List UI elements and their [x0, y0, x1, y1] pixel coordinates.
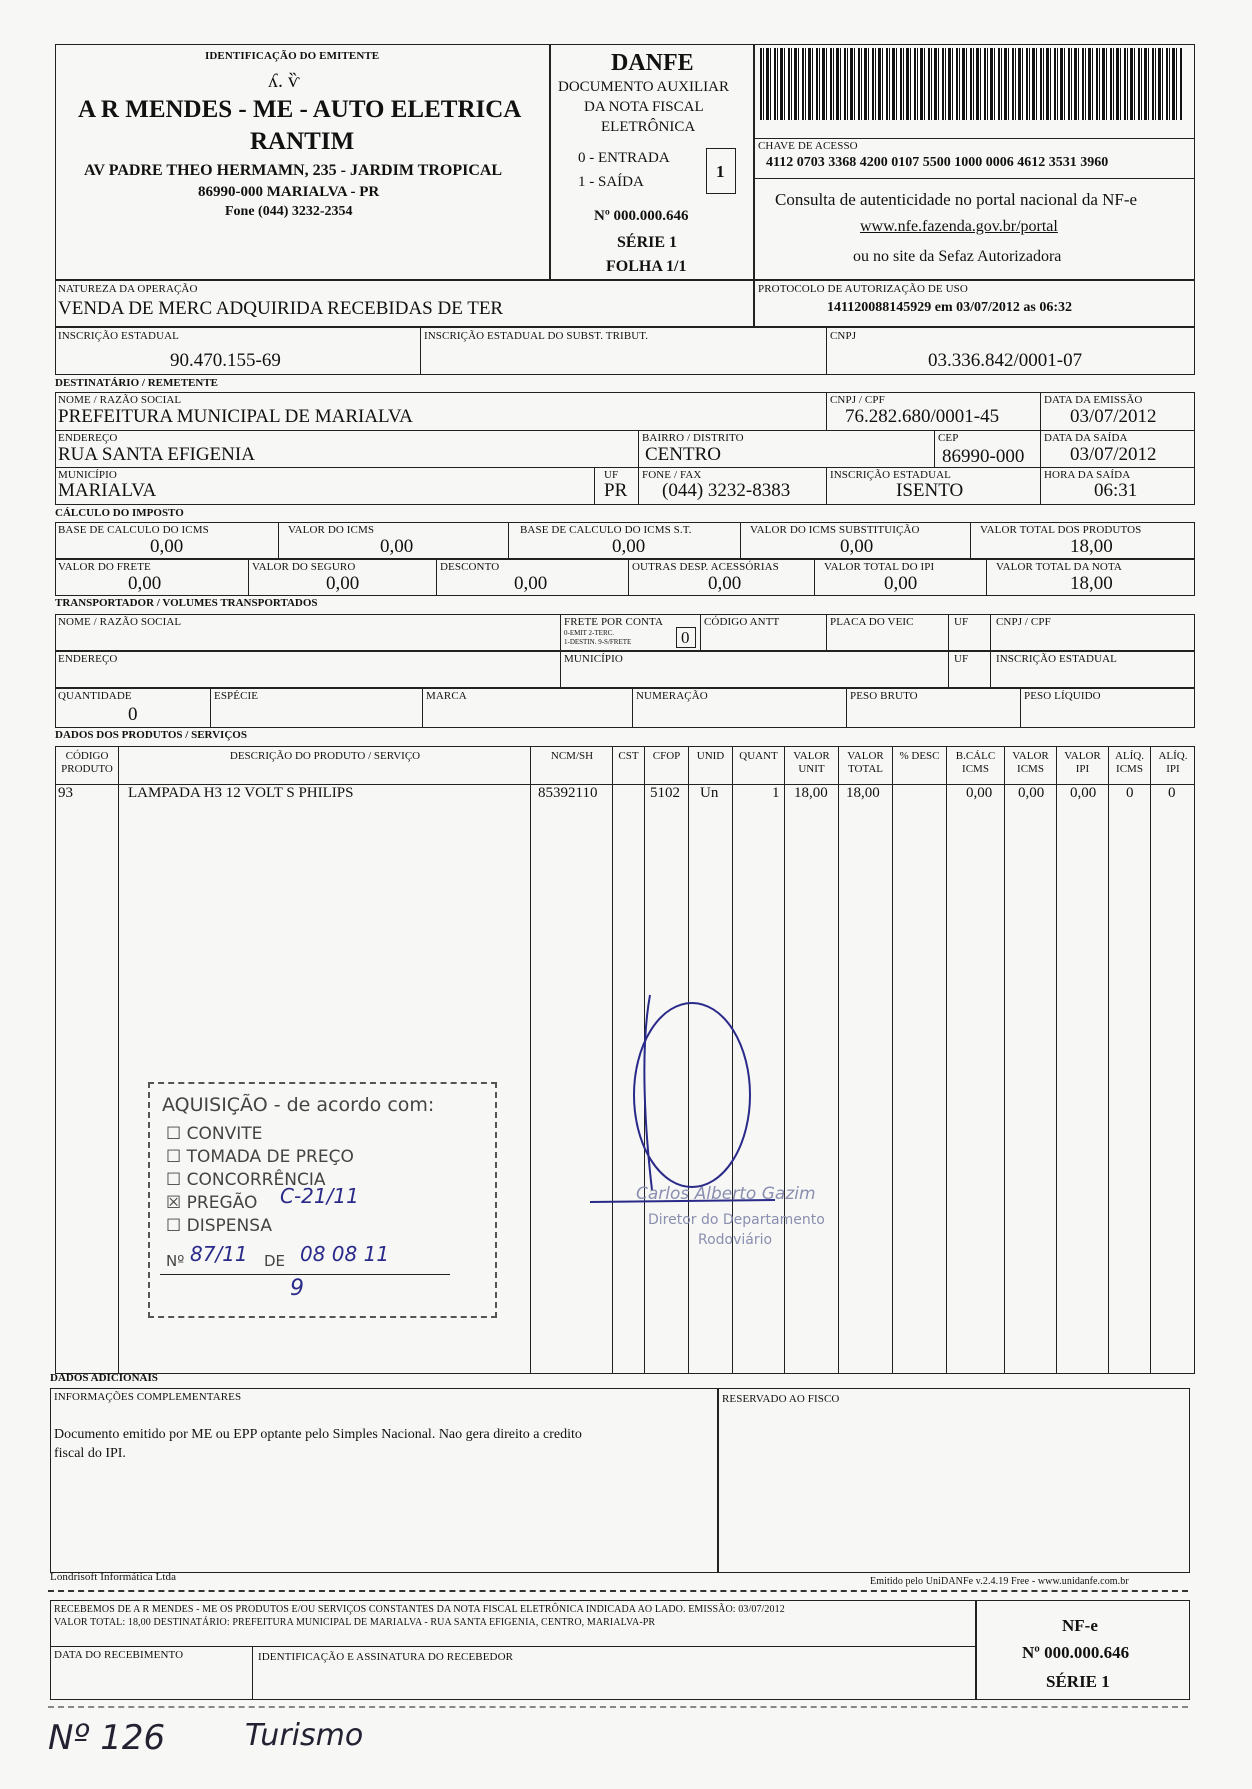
emitido-label: Emitido pelo UniDANFe v.2.4.19 Free - www.unidanfe.com.br: [870, 1576, 1129, 1587]
info-text-1: Documento emitido por ME ou EPP optante pelo Simples Nacional. Nao gera direito a credito: [54, 1427, 582, 1442]
fisco-label: RESERVADO AO FISCO: [722, 1393, 840, 1405]
th-unid: UNID: [696, 750, 725, 762]
base-st: 0,00: [612, 536, 646, 557]
danfe-title: DANFE: [611, 50, 694, 76]
danfe-sub3: ELETRÔNICA: [601, 119, 696, 135]
transp-uf-label: UF: [954, 616, 969, 628]
cnpj-label: CNPJ: [830, 330, 857, 342]
row-aliq-ipi: 0: [1168, 785, 1176, 801]
transp-marca-label: MARCA: [426, 690, 467, 702]
th-descricao: DESCRIÇÃO DO PRODUTO / SERVIÇO: [229, 750, 421, 762]
dest-ie: ISENTO: [896, 480, 964, 501]
protocolo-label: PROTOCOLO DE AUTORIZAÇÃO DE USO: [758, 283, 968, 295]
hand-footer-left: Nº 126: [48, 1718, 166, 1758]
th-codigo: CÓDIGO PRODUTO: [61, 750, 113, 775]
icms-sub-label: VALOR DO ICMS SUBSTITUIÇÃO: [750, 524, 920, 536]
total-prod-label: VALOR TOTAL DOS PRODUTOS: [980, 524, 1142, 536]
seguro: 0,00: [326, 573, 360, 594]
dest-bairro: CENTRO: [645, 444, 721, 465]
imposto-section: CÁLCULO DO IMPOSTO: [55, 507, 184, 519]
dest-endereco: RUA SANTA EFIGENIA: [58, 444, 255, 465]
th-cfop: CFOP: [652, 750, 681, 762]
row-vipi: 0,00: [1070, 785, 1097, 801]
cut-line-2: [48, 1706, 1188, 1708]
row-codigo: 93: [58, 785, 73, 801]
chave-value: 4112 0703 3368 4200 0107 5500 1000 0006 4612 3531 3960: [766, 155, 1109, 170]
cnpj-value: 03.336.842/0001-07: [928, 350, 1083, 371]
th-ncm: NCM/SH: [550, 750, 594, 762]
transp-uf2-label: UF: [954, 653, 969, 665]
ie-label: INSCRIÇÃO ESTADUAL: [58, 330, 180, 342]
danfe-folha: FOLHA 1/1: [606, 258, 687, 275]
emitente-label: IDENTIFICAÇÃO DO EMITENTE: [205, 50, 380, 62]
transp-numeracao-label: NUMERAÇÃO: [636, 690, 708, 702]
ipi: 0,00: [884, 573, 918, 594]
natureza-value: VENDA DE MERC ADQUIRIDA RECEBIDAS DE TER: [58, 298, 504, 319]
row-unid: Un: [700, 785, 719, 801]
chave-label: CHAVE DE ACESSO: [758, 140, 858, 152]
stamp-opt1: ☐ CONVITE: [166, 1124, 263, 1144]
base-st-label: BASE DE CALCULO DO ICMS S.T.: [520, 524, 692, 536]
transp-nome-label: NOME / RAZÃO SOCIAL: [58, 616, 182, 628]
row-aliq-icms: 0: [1126, 785, 1134, 801]
transp-municipio-label: MUNICÍPIO: [564, 653, 623, 665]
dest-cnpj-label: CNPJ / CPF: [830, 394, 885, 406]
danfe-saida: 1 - SAÍDA: [578, 174, 644, 190]
row-vtotal: 18,00: [846, 785, 880, 801]
dest-uf: PR: [604, 480, 628, 501]
dest-ie-label: INSCRIÇÃO ESTADUAL: [830, 469, 952, 481]
transp-frete-label: FRETE POR CONTA: [564, 616, 664, 628]
chave-portal[interactable]: www.nfe.fazenda.gov.br/portal: [860, 218, 1058, 235]
signature-name: Carlos Alberto Gazim: [636, 1184, 816, 1204]
row-ncm: 85392110: [538, 785, 598, 801]
signature-role2: Rodoviário: [698, 1232, 773, 1248]
dest-fone-label: FONE / FAX: [642, 469, 702, 481]
row-cfop: 5102: [650, 785, 680, 801]
stamp-title: AQUISIÇÃO - de acordo com:: [162, 1094, 435, 1116]
canhoto-text2: VALOR TOTAL: 18,00 DESTINATÁRIO: PREFEITURA MUNICIPAL DE MARIALVA - RUA SANTA EFIGENIA, CENTRO, MARIALVA-PR: [54, 1617, 656, 1628]
dest-saida: 03/07/2012: [1070, 444, 1157, 465]
dest-emissao: 03/07/2012: [1070, 406, 1157, 427]
signature-role1: Diretor do Departamento: [648, 1212, 825, 1228]
stamp-hand-data: 08 08 11: [300, 1242, 390, 1266]
info-text-2: fiscal do IPI.: [54, 1446, 126, 1461]
seguro-label: VALOR DO SEGURO: [252, 561, 356, 573]
destinatario-section: DESTINATÁRIO / REMETENTE: [55, 377, 218, 389]
dest-fone: (044) 3232-8383: [662, 480, 791, 501]
software-label: Londrisoft Informática Ltda: [50, 1571, 177, 1583]
th-bcalc: B.CÁLC ICMS: [955, 750, 996, 775]
transp-quantidade: 0: [128, 704, 138, 725]
dest-cep: 86990-000: [942, 446, 1025, 467]
info-label: INFORMAÇÕES COMPLEMENTARES: [54, 1391, 242, 1403]
base-icms: 0,00: [150, 536, 184, 557]
th-vipi: VALOR IPI: [1064, 750, 1101, 775]
dest-cep-label: CEP: [938, 432, 959, 444]
total-nota-label: VALOR TOTAL DA NOTA: [996, 561, 1122, 573]
adicionais-section: DADOS ADICIONAIS: [50, 1372, 158, 1384]
transp-quantidade-label: QUANTIDADE: [58, 690, 132, 702]
emitente-name-2: RANTIM: [250, 128, 355, 155]
th-vtotal: VALOR TOTAL: [847, 750, 884, 775]
chave-consulta: Consulta de autenticidade no portal nacional da NF-e: [775, 190, 1138, 209]
row-vicms: 0,00: [1018, 785, 1045, 801]
stamp-hand-pregao: C-21/11: [280, 1184, 359, 1208]
emitente-name: A R MENDES - ME - AUTO ELETRICA: [78, 96, 522, 123]
th-aliq-ipi: ALÍQ. IPI: [1158, 750, 1188, 775]
desconto-label: DESCONTO: [440, 561, 500, 573]
transp-frete-opt1: 0-EMIT 2-TERC.: [564, 629, 615, 637]
frete-label: VALOR DO FRETE: [58, 561, 151, 573]
valor-icms-label: VALOR DO ICMS: [288, 524, 375, 536]
info-box: [50, 1388, 718, 1573]
stamp-hand-sig: 9: [290, 1276, 304, 1301]
emitente-logo-icon: ʎ. ѷ: [268, 70, 300, 92]
transp-placa-label: PLACA DO VEIC: [830, 616, 914, 628]
transp-peso-liquido-label: PESO LÍQUIDO: [1024, 690, 1101, 702]
danfe-serie: SÉRIE 1: [617, 234, 678, 251]
cut-line: [48, 1590, 1188, 1592]
transp-especie-label: ESPÉCIE: [214, 690, 259, 702]
dest-municipio-label: MUNICÍPIO: [58, 469, 117, 481]
dest-saida-label: DATA DA SAÍDA: [1044, 432, 1128, 444]
total-prod: 18,00: [1070, 536, 1113, 557]
barcode: [760, 48, 1182, 120]
canhoto-numero: Nº 000.000.646: [1022, 1643, 1130, 1662]
row-bcalc: 0,00: [966, 785, 993, 801]
stamp-no: Nº: [166, 1252, 185, 1270]
stamp-de: DE: [264, 1252, 286, 1270]
danfe-numero: Nº 000.000.646: [594, 208, 689, 224]
chave-sefaz: ou no site da Sefaz Autorizadora: [853, 248, 1062, 265]
transp-endereco-label: ENDEREÇO: [58, 653, 118, 665]
th-cst: CST: [618, 750, 639, 762]
transp-peso-bruto-label: PESO BRUTO: [850, 690, 918, 702]
danfe-entrada: 0 - ENTRADA: [578, 150, 670, 166]
row-descricao: LAMPADA H3 12 VOLT S PHILIPS: [128, 785, 354, 801]
valor-icms: 0,00: [380, 536, 414, 557]
canhoto-data-label: DATA DO RECEBIMENTO: [54, 1649, 184, 1661]
ie-value: 90.470.155-69: [170, 350, 281, 371]
row-quant: 1: [772, 785, 780, 801]
dest-endereco-label: ENDEREÇO: [58, 432, 118, 444]
danfe-sub2: DA NOTA FISCAL: [584, 99, 704, 115]
icms-sub: 0,00: [840, 536, 874, 557]
natureza-label: NATUREZA DA OPERAÇÃO: [58, 283, 198, 295]
th-vunit: VALOR UNIT: [793, 750, 830, 775]
stamp-opt5: ☐ DISPENSA: [166, 1216, 272, 1236]
danfe-sub1: DOCUMENTO AUXILIAR: [558, 79, 729, 95]
transportador-section: TRANSPORTADOR / VOLUMES TRANSPORTADOS: [55, 597, 318, 609]
dest-hora: 06:31: [1094, 480, 1138, 501]
th-aliq-icms: ALÍQ. ICMS: [1114, 750, 1145, 775]
protocolo-value: 141120088145929 em 03/07/2012 as 06:32: [827, 300, 1072, 315]
aquisicao-stamp: [148, 1082, 497, 1318]
outras-label: OUTRAS DESP. ACESSÓRIAS: [632, 561, 779, 573]
hand-footer-right: Turismo: [245, 1718, 364, 1753]
outras: 0,00: [708, 573, 742, 594]
total-nota: 18,00: [1070, 573, 1113, 594]
th-vicms: VALOR ICMS: [1012, 750, 1049, 775]
transp-ie-label: INSCRIÇÃO ESTADUAL: [996, 653, 1118, 665]
stamp-opt2: ☐ TOMADA DE PREÇO: [166, 1147, 354, 1167]
ipi-label: VALOR TOTAL DO IPI: [824, 561, 935, 573]
dest-emissao-label: DATA DA EMISSÃO: [1044, 394, 1143, 406]
th-desc: % DESC: [899, 750, 940, 762]
emitente-city: 86990-000 MARIALVA - PR: [198, 184, 380, 200]
row-vunit: 18,00: [794, 785, 828, 801]
transp-frete-opt2: 1-DESTIN. 9-S/FRETE: [564, 638, 632, 646]
stamp-opt3: ☐ CONCORRÊNCIA: [166, 1170, 326, 1190]
frete: 0,00: [128, 573, 162, 594]
danfe-tipo: 1: [716, 162, 725, 181]
dest-nome-label: NOME / RAZÃO SOCIAL: [58, 394, 182, 406]
emitente-address: AV PADRE THEO HERMAMN, 235 - JARDIM TROPICAL: [84, 162, 503, 179]
dest-cnpj: 76.282.680/0001-45: [845, 406, 1000, 427]
desconto: 0,00: [514, 573, 548, 594]
produtos-section: DADOS DOS PRODUTOS / SERVIÇOS: [55, 729, 247, 741]
fisco-box: [718, 1388, 1190, 1573]
canhoto-serie: SÉRIE 1: [1046, 1672, 1110, 1691]
transp-cnpj-label: CNPJ / CPF: [996, 616, 1051, 628]
dest-hora-label: HORA DA SAÍDA: [1044, 469, 1131, 481]
emitente-phone: Fone (044) 3232-2354: [225, 204, 353, 219]
ie-st-label: INSCRIÇÃO ESTADUAL DO SUBST. TRIBUT.: [424, 330, 649, 342]
dest-bairro-label: BAIRRO / DISTRITO: [642, 432, 744, 444]
transp-frete-value: 0: [681, 628, 690, 647]
stamp-opt4: ☒ PREGÃO: [166, 1193, 258, 1213]
canhoto-nfe: NF-e: [1062, 1616, 1098, 1635]
stamp-hand-numero: 87/11: [190, 1242, 248, 1266]
base-icms-label: BASE DE CALCULO DO ICMS: [58, 524, 209, 536]
dest-municipio: MARIALVA: [58, 480, 157, 501]
canhoto-assin-label: IDENTIFICAÇÃO E ASSINATURA DO RECEBEDOR: [258, 1651, 514, 1663]
canhoto-text1: RECEBEMOS DE A R MENDES - ME OS PRODUTOS E/OU SERVIÇOS CONSTANTES DA NOTA FISCAL ELETRÔNICA INDICADA AO LADO. EMISSÃO: 03/07/2012: [54, 1604, 785, 1615]
th-quant: QUANT: [739, 750, 778, 762]
dest-uf-label: UF: [604, 469, 619, 481]
dest-nome: PREFEITURA MUNICIPAL DE MARIALVA: [58, 406, 413, 427]
transp-antt-label: CÓDIGO ANTT: [704, 616, 780, 628]
canhoto-box: [50, 1600, 976, 1700]
